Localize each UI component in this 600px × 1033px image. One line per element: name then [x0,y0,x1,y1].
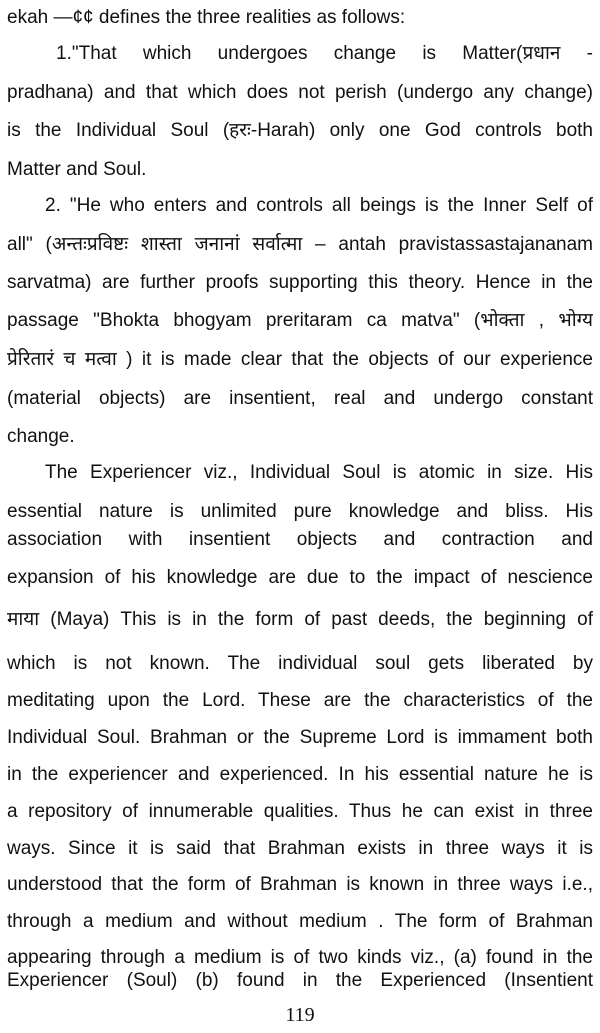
text-line-22: a repository of innumerable qualities. Thus he can exist in three [7,801,593,822]
text-line-13: The Experiencer viz., Individual Soul is atomic in size. His [45,462,593,483]
text-line-23: ways. Since it is said that Brahman exists in three ways it is [7,838,593,859]
text-line-18: which is not known. The individual soul gets liberated by [7,653,593,674]
text-line-10: प्रेरितारं च मत्वा ) it is made clear that the objects of our experience [7,349,593,370]
text-line-17: माया (Maya) This is in the form of past deeds, the beginning of [7,609,593,630]
text-line-5: Matter and Soul. [7,159,147,180]
page-number: 119 [285,1004,315,1026]
text-line-4: is the Individual Soul (हरः-Harah) only one God controls both [7,120,593,141]
text-line-27: Experiencer (Soul) (b) found in the Experienced (Insentient [7,970,593,991]
text-line-15: association with insentient objects and contraction and [7,529,593,550]
text-line-12: change. [7,426,75,447]
text-line-24: understood that the form of Brahman is known in three ways i.e., [7,874,593,895]
text-line-21: in the experiencer and experienced. In his essential nature he is [7,764,593,785]
text-line-25: through a medium and without medium . The form of Brahman [7,911,593,932]
text-line-16: expansion of his knowledge are due to the impact of nescience [7,567,593,588]
text-line-7: all" (अन्तःप्रविष्टः शास्ता जनानां सर्वात्मा – antah pravistassastajananam [7,234,593,255]
text-line-3: pradhana) and that which does not perish (undergo any change) [7,82,593,103]
text-line-6: 2. "He who enters and controls all beings is the Inner Self of [45,195,593,216]
text-line-1: ekah —¢¢ defines the three realities as follows: [7,7,406,28]
text-line-20: Individual Soul. Brahman or the Supreme Lord is immament both [7,727,593,748]
text-line-19: meditating upon the Lord. These are the characteristics of the [7,690,593,711]
text-line-2: 1."That which undergoes change is Matter(प्रधान - [56,43,593,64]
text-line-26: appearing through a medium is of two kinds viz., (a) found in the [7,947,593,968]
text-line-8: sarvatma) are further proofs supporting this theory. Hence in the [7,272,593,293]
text-line-9: passage "Bhokta bhogyam preritaram ca matva" (भोक्ता , भोग्य [7,310,593,331]
text-line-14: essential nature is unlimited pure knowledge and bliss. His [7,501,593,522]
text-line-11: (material objects) are insentient, real and undergo constant [7,388,593,409]
